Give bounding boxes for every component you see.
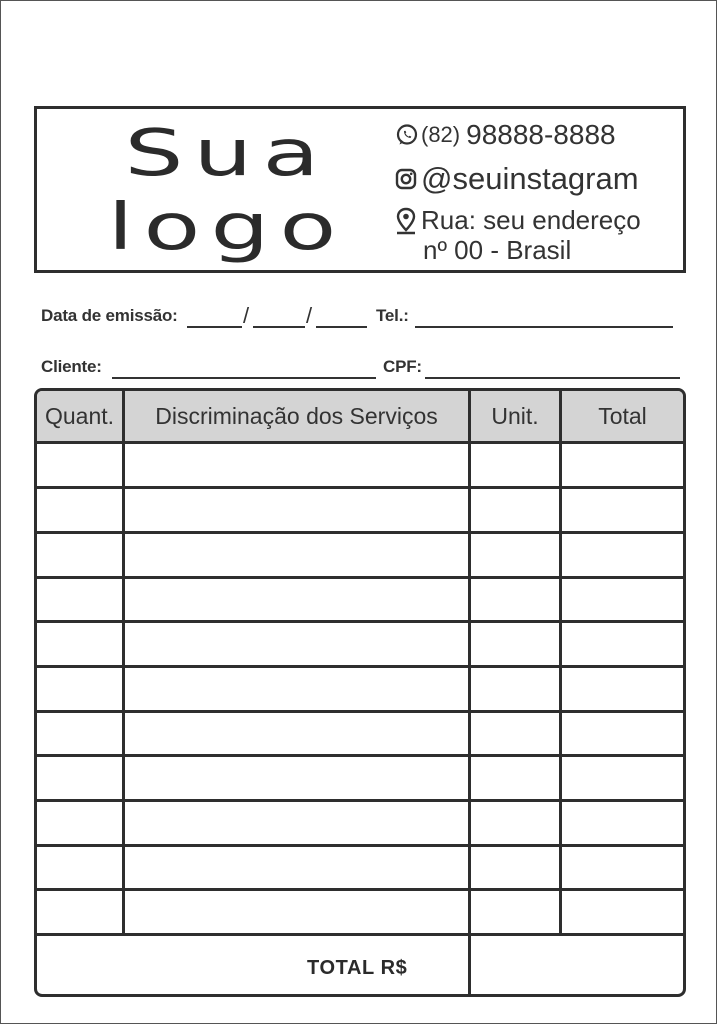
- column-header-total: Total: [598, 403, 647, 429]
- instagram-icon: [395, 168, 417, 190]
- cpf-label: CPF:: [383, 357, 422, 376]
- cpf-line[interactable]: [425, 377, 680, 379]
- table-header: [37, 391, 683, 444]
- logo-line-2: logo: [107, 191, 347, 265]
- table-row[interactable]: [37, 665, 683, 668]
- location-pin-icon: [395, 207, 417, 235]
- logo-placeholder: [77, 117, 377, 265]
- table-footer-divider: [37, 933, 683, 936]
- address-line-2: nº 00 - Brasil: [423, 235, 572, 265]
- column-divider: [122, 391, 125, 933]
- client-label: Cliente:: [41, 357, 102, 376]
- logo-line-1: Sua: [124, 117, 330, 191]
- date-day-line[interactable]: [187, 326, 242, 328]
- phone-number: 98888-8888: [466, 119, 616, 150]
- table-row[interactable]: [37, 844, 683, 847]
- table-row[interactable]: [37, 486, 683, 489]
- client-line[interactable]: [112, 377, 376, 379]
- phone-contact: [395, 119, 685, 151]
- table-row[interactable]: [37, 620, 683, 623]
- table-row[interactable]: [37, 710, 683, 713]
- total-label: TOTAL R$: [307, 957, 408, 979]
- phone-ddd: (82): [421, 122, 461, 147]
- table-row[interactable]: [37, 754, 683, 757]
- address-contact: [395, 205, 685, 236]
- table-row[interactable]: [37, 799, 683, 802]
- column-header-quantity: Quant.: [44, 403, 115, 429]
- tel-label: Tel.:: [376, 306, 409, 325]
- whatsapp-icon: [395, 123, 419, 147]
- tel-line[interactable]: [415, 326, 673, 328]
- column-divider: [559, 391, 562, 933]
- date-separator-2: /: [306, 303, 312, 328]
- date-separator-1: /: [243, 303, 249, 328]
- instagram-contact: [395, 161, 685, 197]
- table-row[interactable]: [37, 531, 683, 534]
- date-year-line[interactable]: [316, 326, 367, 328]
- table-row[interactable]: [37, 888, 683, 891]
- header-box: [34, 106, 686, 273]
- column-header-unit: Unit.: [491, 403, 539, 429]
- services-table: [34, 388, 686, 997]
- address-line-1: Rua: seu endereço: [421, 205, 641, 235]
- instagram-handle: @seuinstagram: [421, 161, 639, 196]
- column-header-description: Discriminação dos Serviços: [155, 403, 438, 429]
- date-label: Data de emissão:: [41, 306, 178, 325]
- column-divider: [468, 391, 471, 994]
- table-row[interactable]: [37, 576, 683, 579]
- date-month-line[interactable]: [253, 326, 305, 328]
